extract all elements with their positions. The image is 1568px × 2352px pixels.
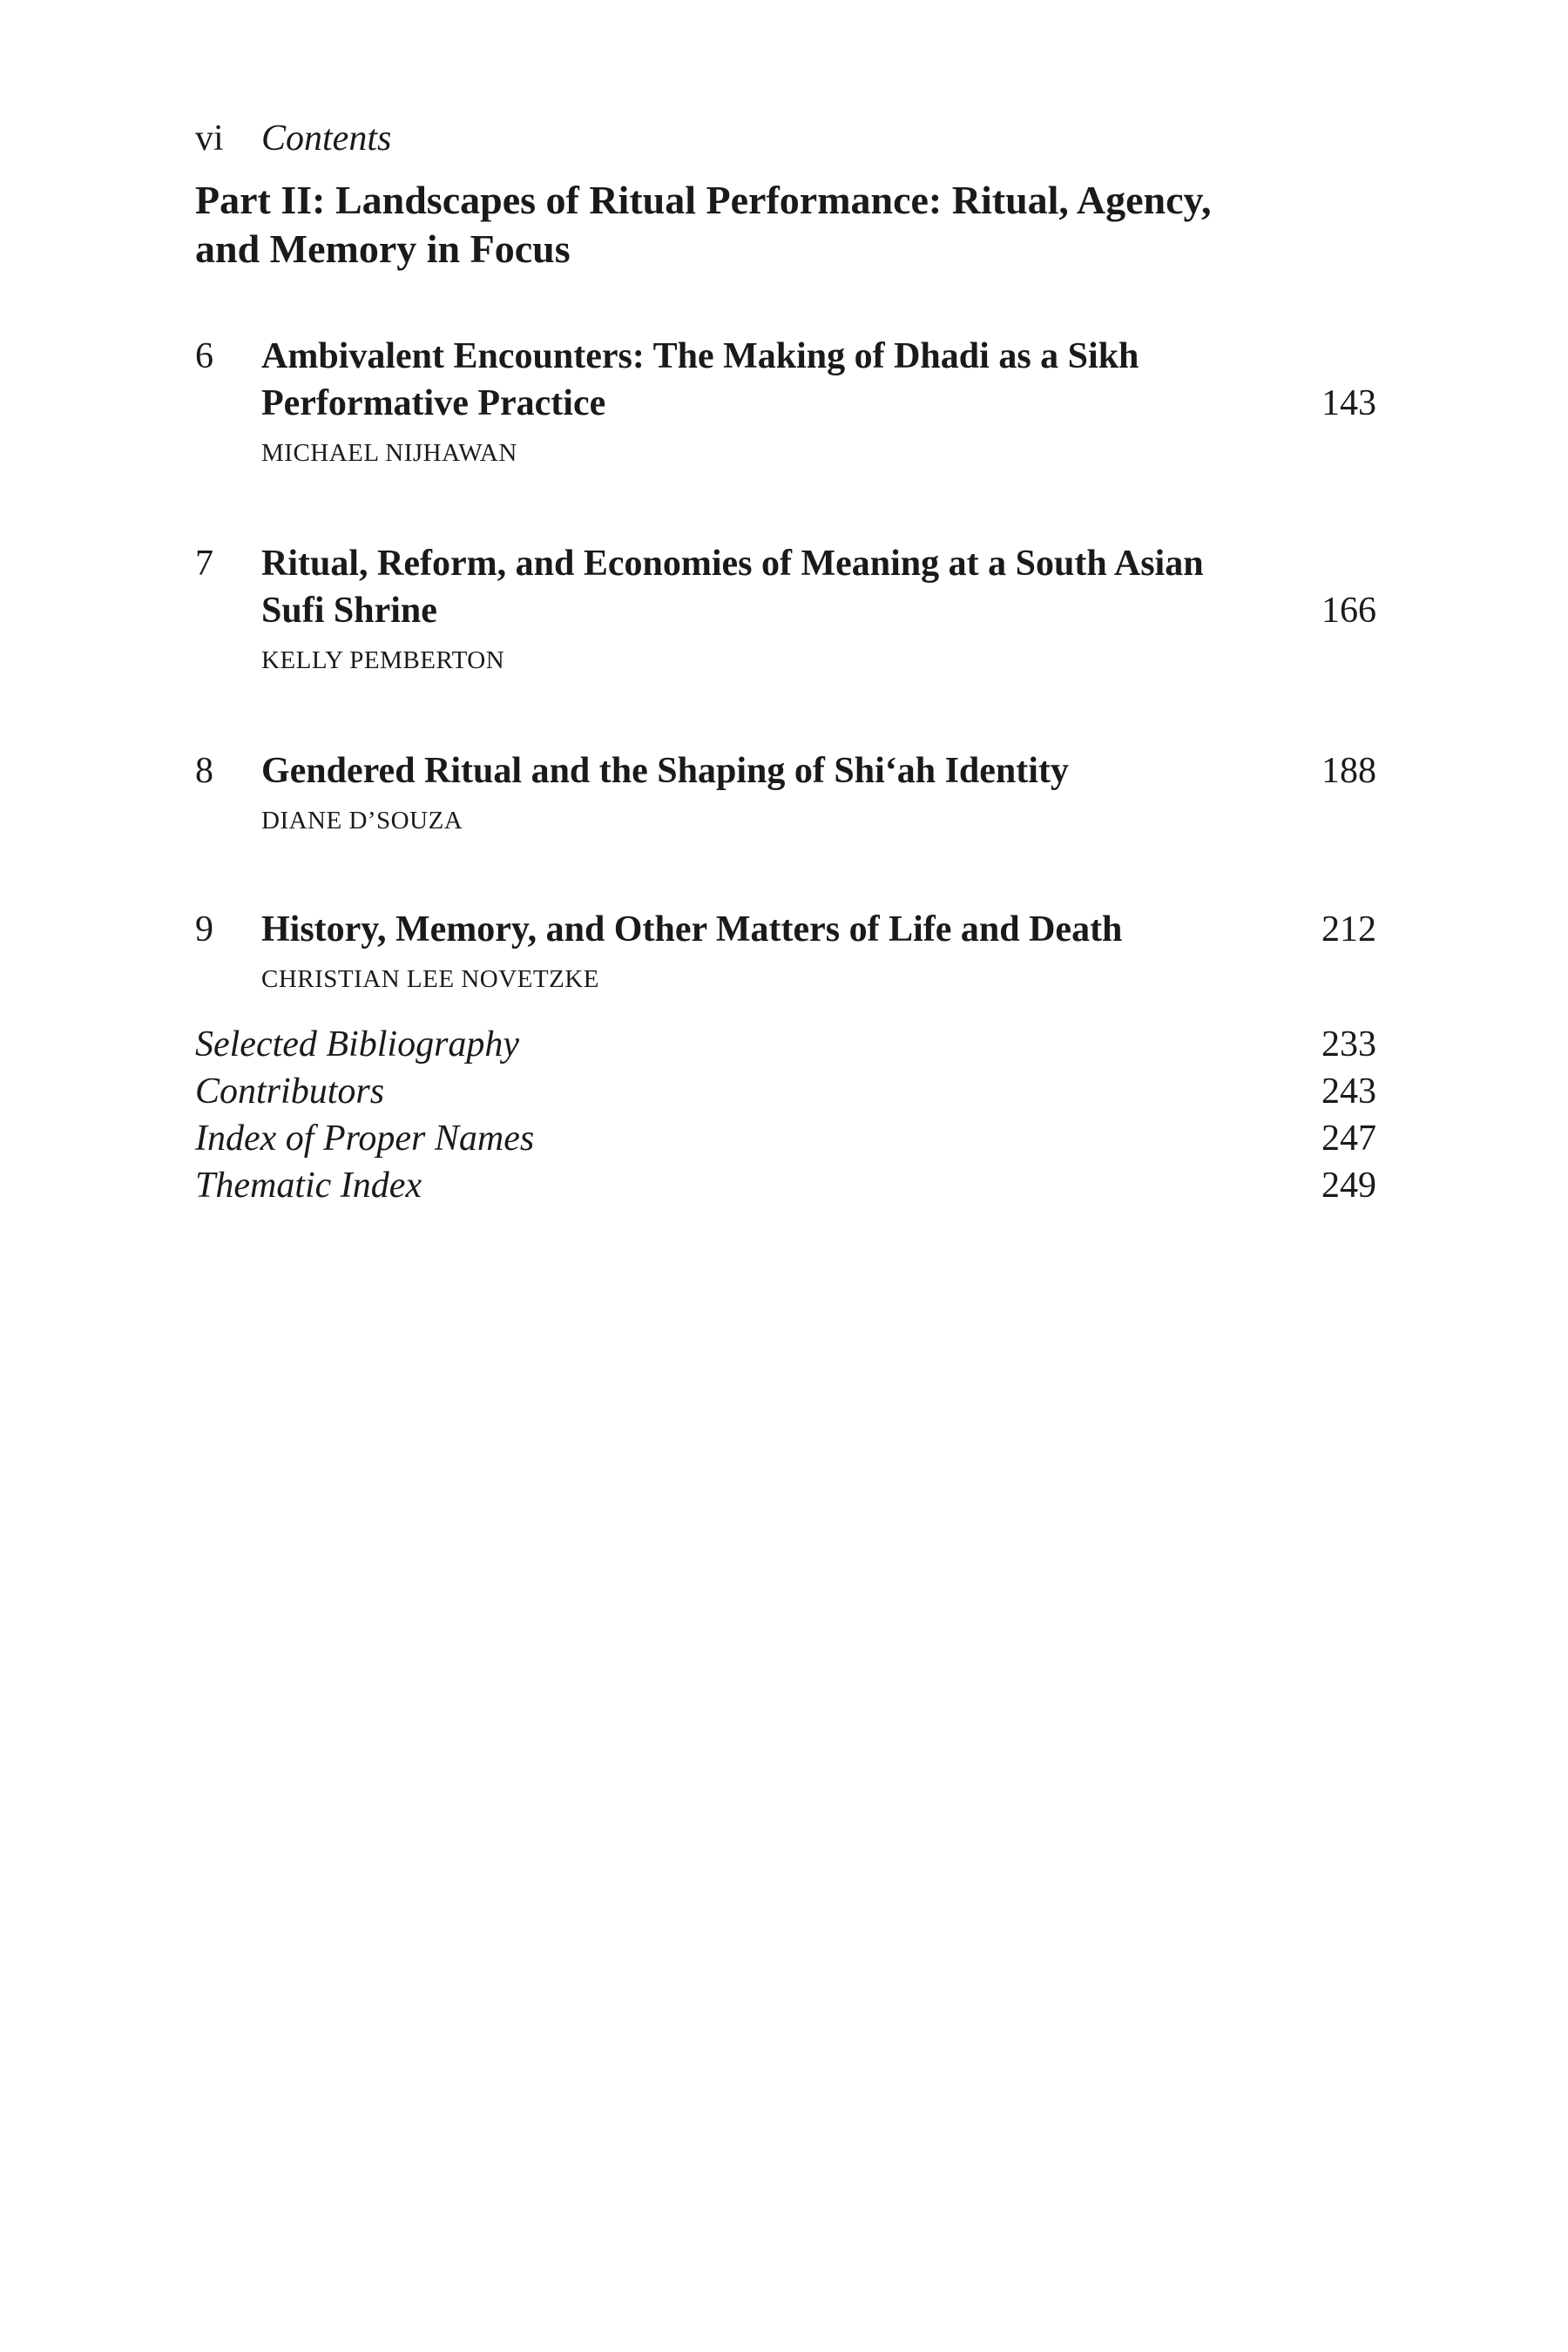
chapter-page-number: 188 (1321, 751, 1376, 791)
backmatter-page-number: 243 (1321, 1071, 1376, 1112)
chapter-title[interactable]: Ambivalent Encounters: The Making of Dhadi as a Sikh Performative Practice (261, 336, 1139, 423)
backmatter-item-bibliography[interactable] (195, 1021, 1376, 1068)
backmatter-item-contributors[interactable] (195, 1068, 1376, 1115)
backmatter-label[interactable]: Contributors (195, 1071, 385, 1112)
chapter-title[interactable]: Ritual, Reform, and Economies of Meaning at a South Asian Sufi Shrine (261, 544, 1204, 631)
page-folio: vi (195, 118, 224, 159)
chapter-title[interactable]: Gendered Ritual and the Shaping of Shi‘ah Identity (261, 751, 1069, 791)
running-head (195, 115, 391, 162)
chapter-page-number: 143 (1321, 383, 1376, 423)
backmatter-item-index-proper-names[interactable] (195, 1115, 1376, 1162)
chapter-page-number: 166 (1321, 591, 1376, 631)
chapter-author: DIANE D’SOUZA (261, 807, 463, 835)
backmatter-page-number: 233 (1321, 1024, 1376, 1064)
backmatter-label[interactable]: Index of Proper Names (195, 1119, 535, 1159)
chapter-author: KELLY PEMBERTON (261, 646, 505, 674)
part-title: Part II: Landscapes of Ritual Performance: Ritual, Agency, and Memory in Focus (195, 178, 1212, 271)
chapter-author: MICHAEL NIJHAWAN (261, 439, 517, 467)
backmatter-label[interactable]: Thematic Index (195, 1166, 422, 1206)
running-head-title: Contents (261, 118, 392, 159)
chapter-author: CHRISTIAN LEE NOVETZKE (261, 965, 599, 993)
chapter-title[interactable]: History, Memory, and Other Matters of Life and Death (261, 909, 1123, 950)
chapter-number: 8 (195, 751, 213, 791)
backmatter-page-number: 249 (1321, 1166, 1376, 1206)
backmatter-page-number: 247 (1321, 1119, 1376, 1159)
backmatter-label[interactable]: Selected Bibliography (195, 1024, 520, 1064)
backmatter-list (195, 1021, 1376, 1209)
chapter-number: 9 (195, 909, 213, 950)
chapter-number: 6 (195, 336, 213, 376)
chapter-number: 7 (195, 544, 213, 584)
chapter-page-number: 212 (1321, 909, 1376, 950)
backmatter-item-thematic-index[interactable] (195, 1162, 1376, 1209)
